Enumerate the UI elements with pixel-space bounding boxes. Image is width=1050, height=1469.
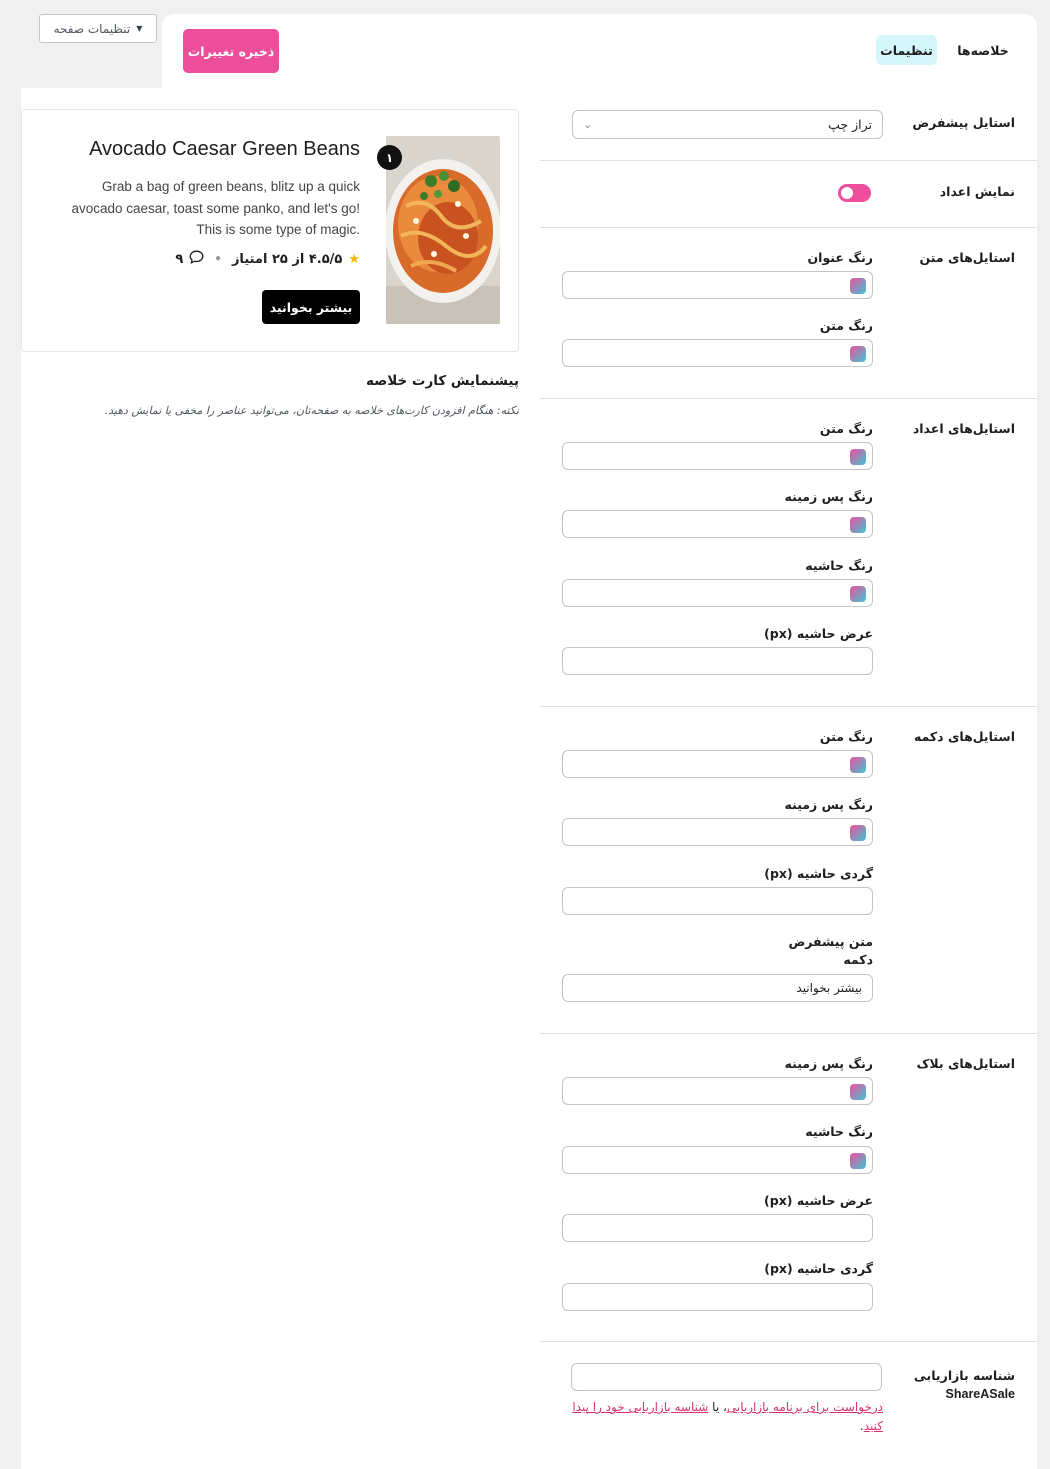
color-swatch[interactable] bbox=[850, 825, 866, 841]
number-text-color-input[interactable] bbox=[562, 442, 873, 470]
button-styles-title: استایل‌های دکمه bbox=[913, 729, 1015, 744]
toggle-knob bbox=[841, 187, 853, 199]
card-desc-line: !avocado caesar, toast some panko, and let's go bbox=[71, 200, 360, 216]
divider bbox=[540, 160, 1037, 161]
card-description bbox=[40, 176, 360, 241]
default-style-value: تراز چپ bbox=[828, 117, 872, 132]
title-color-input[interactable] bbox=[562, 271, 873, 299]
read-more-button[interactable]: بیشتر بخوانید bbox=[262, 290, 360, 324]
block-border-color-input[interactable] bbox=[562, 1146, 873, 1174]
default-style-select[interactable] bbox=[572, 110, 883, 139]
default-style-title: استایل پیشفرض bbox=[912, 115, 1015, 130]
find-marketing-id-link[interactable]: شناسه بازاریابی خود را پیدا bbox=[572, 1400, 709, 1414]
preview-section-title: پیشنمایش کارت خلاصه bbox=[366, 373, 519, 389]
apply-marketing-link[interactable]: درخواست برای برنامه بازاریابی bbox=[726, 1400, 883, 1414]
color-swatch[interactable] bbox=[850, 346, 866, 362]
text-color-input[interactable] bbox=[562, 339, 873, 367]
number-border-width-input[interactable] bbox=[562, 647, 873, 675]
color-swatch[interactable] bbox=[850, 517, 866, 533]
recipe-image bbox=[386, 136, 500, 324]
divider bbox=[540, 1033, 1037, 1034]
number-bg-color-input[interactable] bbox=[562, 510, 873, 538]
show-numbers-title: نمایش اعداد bbox=[939, 184, 1015, 199]
button-text-color-label: رنگ متن bbox=[819, 729, 873, 744]
button-default-text-value: بیشتر بخوانید bbox=[796, 981, 862, 995]
tab-settings[interactable]: تنظیمات bbox=[876, 35, 937, 65]
tab-summaries[interactable]: خلاصه‌ها bbox=[957, 42, 1009, 58]
button-default-text-label-line2: دکمه bbox=[843, 952, 873, 967]
button-bg-color-label: رنگ پس زمینه bbox=[784, 797, 873, 812]
card-rating: ۴.۵/۵ از ۲۵ امتیاز bbox=[231, 251, 343, 267]
block-border-radius-label: گردی حاشیه (px) bbox=[764, 1261, 873, 1276]
button-bg-color-input[interactable] bbox=[562, 818, 873, 846]
block-border-radius-input[interactable] bbox=[562, 1283, 873, 1311]
block-border-width-input[interactable] bbox=[562, 1214, 873, 1242]
divider bbox=[540, 1341, 1037, 1342]
color-swatch[interactable] bbox=[850, 1153, 866, 1169]
color-swatch[interactable] bbox=[850, 278, 866, 294]
number-border-color-input[interactable] bbox=[562, 579, 873, 607]
marketing-help-between: ، یا bbox=[708, 1400, 727, 1414]
block-bg-color-input[interactable] bbox=[562, 1077, 873, 1105]
button-default-text-label-line1: متن پیشفرض bbox=[788, 934, 873, 949]
marketing-help-text bbox=[572, 1398, 883, 1436]
color-swatch[interactable] bbox=[850, 1084, 866, 1100]
page-settings-dropdown[interactable] bbox=[39, 14, 157, 43]
caret-down-icon: ▼ bbox=[136, 24, 143, 33]
block-border-color-label: رنگ حاشیه bbox=[805, 1124, 873, 1139]
marketing-id-title-line2: ShareASale bbox=[945, 1387, 1015, 1401]
button-border-radius-input[interactable] bbox=[562, 887, 873, 915]
number-text-color-label: رنگ متن bbox=[819, 421, 873, 436]
block-border-width-label: عرض حاشیه (px) bbox=[764, 1193, 873, 1208]
text-styles-title: استایل‌های متن bbox=[919, 250, 1015, 265]
button-text-color-input[interactable] bbox=[562, 750, 873, 778]
color-swatch[interactable] bbox=[850, 449, 866, 465]
save-changes-button[interactable]: ذخیره تغییرات bbox=[183, 29, 279, 73]
show-numbers-toggle[interactable] bbox=[838, 184, 871, 202]
card-meta bbox=[140, 250, 360, 268]
divider bbox=[540, 706, 1037, 707]
card-desc-line: Grab a bag of green beans, blitz up a quick bbox=[101, 179, 360, 194]
button-default-text-input[interactable] bbox=[562, 974, 873, 1002]
comment-icon bbox=[189, 250, 204, 268]
find-marketing-id-link-cont[interactable]: کنید bbox=[863, 1419, 883, 1433]
divider bbox=[540, 398, 1037, 399]
card-desc-line: .This is some type of magic bbox=[196, 222, 360, 237]
card-title: Avocado Caesar Green Beans bbox=[89, 138, 360, 160]
color-swatch[interactable] bbox=[850, 757, 866, 773]
marketing-id-input[interactable] bbox=[571, 1363, 882, 1391]
number-border-width-label: عرض حاشیه (px) bbox=[764, 626, 873, 641]
divider bbox=[540, 227, 1037, 228]
color-swatch[interactable] bbox=[850, 586, 866, 602]
block-styles-title: استایل‌های بلاک bbox=[916, 1056, 1015, 1071]
page-settings-label: تنظیمات صفحه bbox=[53, 21, 131, 36]
marketing-id-title-line1: شناسه بازاریابی bbox=[913, 1368, 1015, 1383]
text-color-label: رنگ متن bbox=[819, 318, 873, 333]
block-bg-color-label: رنگ پس زمینه bbox=[784, 1056, 873, 1071]
separator-dot: • bbox=[214, 252, 222, 266]
preview-note: نکته: هنگام افزودن کارت‌های خلاصه به صفحه‌تان، می‌توانید عناصر را مخفی یا نمایش دهید. bbox=[104, 404, 519, 417]
number-bg-color-label: رنگ پس زمینه bbox=[784, 489, 873, 504]
card-number-badge: ١ bbox=[377, 145, 402, 170]
card-comments-count: ۹ bbox=[175, 251, 184, 267]
star-icon: ★ bbox=[348, 251, 360, 267]
button-border-radius-label: گردی حاشیه (px) bbox=[764, 866, 873, 881]
number-styles-title: استایل‌های اعداد bbox=[912, 421, 1015, 436]
chevron-down-icon: ⌄ bbox=[583, 118, 593, 131]
number-border-color-label: رنگ حاشیه bbox=[805, 558, 873, 573]
title-color-label: رنگ عنوان bbox=[807, 250, 873, 265]
marketing-help-end: . bbox=[859, 1419, 864, 1433]
